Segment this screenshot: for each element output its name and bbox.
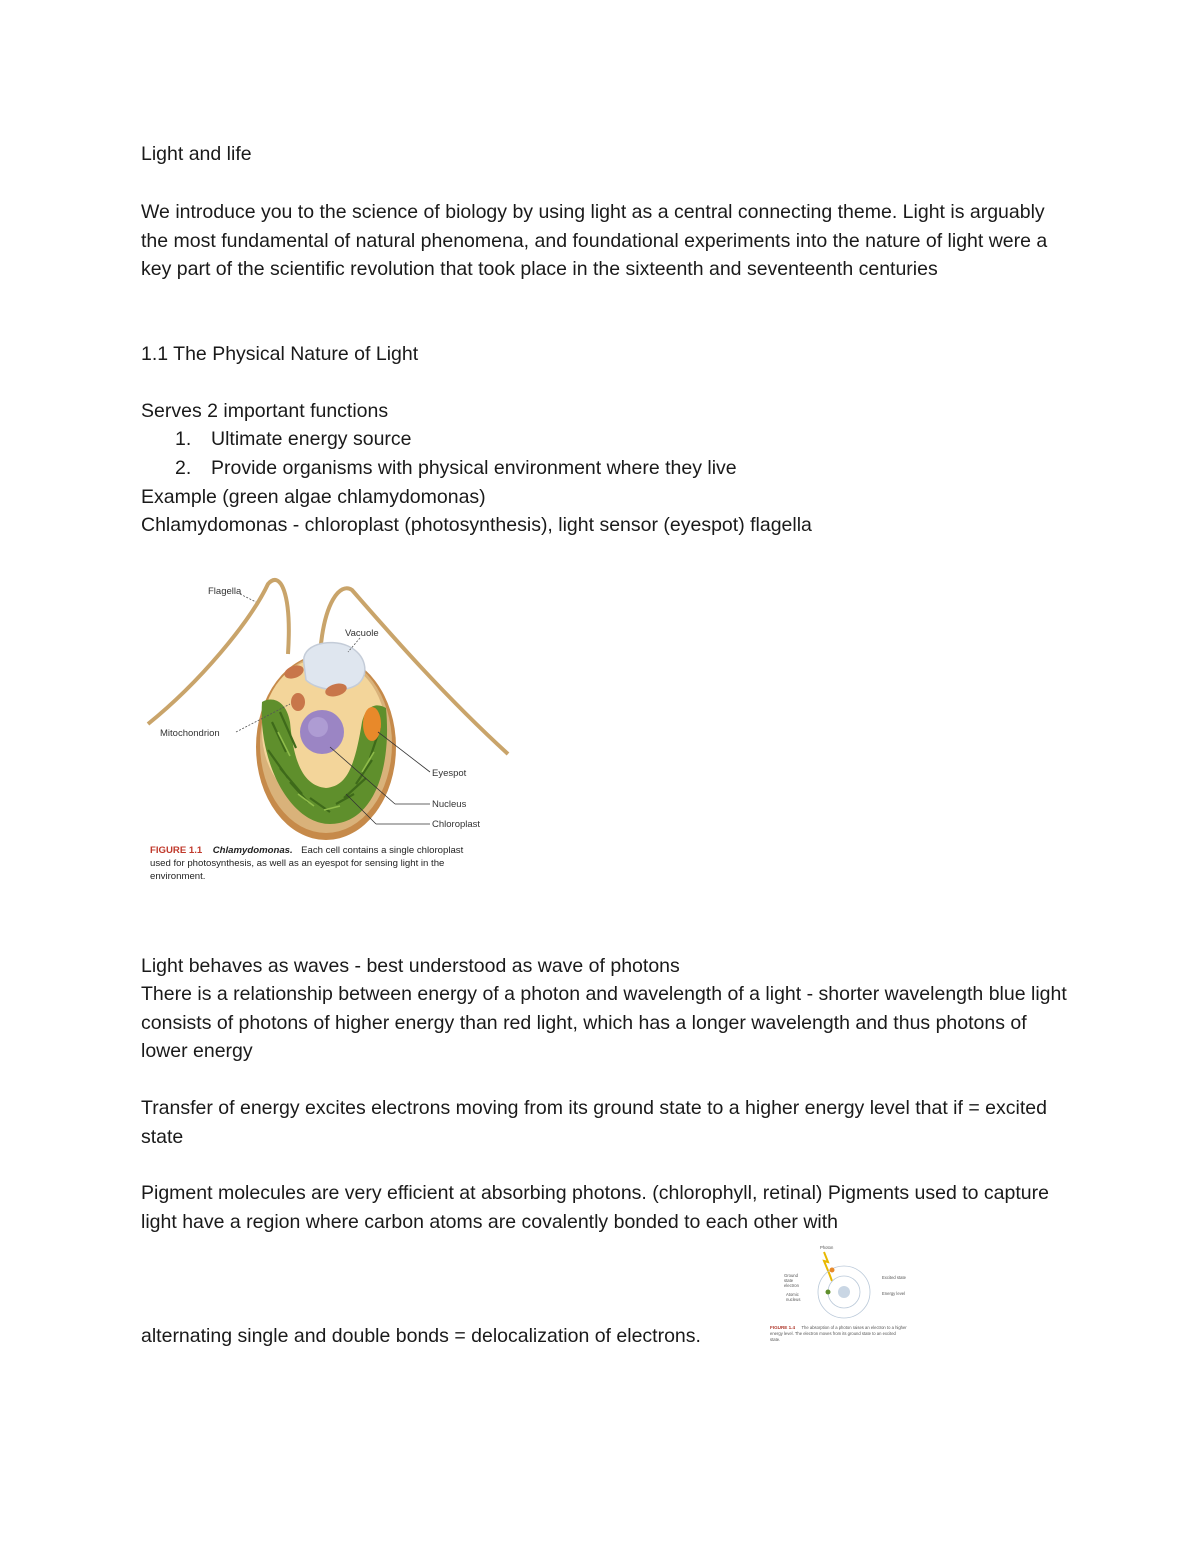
label-atomic: Atomic bbox=[786, 1292, 799, 1297]
transfer-paragraph: Transfer of energy excites electrons moving from its ground state to a higher energy level that if = excited state bbox=[141, 1097, 1047, 1148]
chlamydomonas-figure bbox=[140, 572, 520, 892]
caption-line: state. bbox=[770, 1337, 781, 1342]
label-chloroplast: Chloroplast bbox=[432, 819, 481, 830]
intro-paragraph: We introduce you to the science of biology by using light as a central connecting theme. Light is arguably the most fundamental of natural phenomena, and foundational experiments into the nature of light were a key part of the scientific revolution that took place in the sixteenth and seventeenth centuries bbox=[141, 201, 1048, 280]
list-number: 1. bbox=[175, 428, 192, 450]
label-energy-level: Energy level bbox=[882, 1291, 906, 1296]
caption-label: FIGURE 1.1 bbox=[150, 845, 203, 856]
caption-label: FIGURE 1.4 bbox=[770, 1325, 796, 1330]
label-nucleus: nucleus bbox=[786, 1297, 801, 1302]
electron-excited bbox=[830, 1268, 835, 1273]
chlamydomonas-line: Chlamydomonas - chloroplast (photosynthesis), light sensor (eyespot) flagella bbox=[141, 514, 812, 536]
label-nucleus: Nucleus bbox=[432, 799, 467, 810]
example-line: Example (green algae chlamydomonas) bbox=[141, 486, 486, 508]
caption-line: The absorption of a photon raises an electron to a higher bbox=[801, 1325, 907, 1330]
label-excited-state: Excited state bbox=[882, 1275, 906, 1280]
figure-caption bbox=[150, 840, 464, 857]
caption-line: used for photosynthesis, as well as an eyespot for sensing light in the bbox=[150, 858, 445, 869]
section-heading: 1.1 The Physical Nature of Light bbox=[141, 343, 419, 365]
caption-species: Chlamydomonas. bbox=[212, 845, 293, 856]
relationship-paragraph: There is a relationship between energy of a photon and wavelength of a light - shorter wavelength blue light consists of photons of higher energy than red light, which has a longer wavelength and thus photons of lower energy bbox=[141, 983, 1067, 1062]
electron-ground bbox=[826, 1290, 831, 1295]
pigment-paragraph: Pigment molecules are very efficient at absorbing photons. (chlorophyll, retinal) Pigments used to capture light have a region where carbon atoms are covalently bonded to each other with bbox=[141, 1182, 1049, 1233]
caption-line: Each cell contains a single chloroplast bbox=[301, 845, 464, 856]
list-text: Provide organisms with physical environment where they live bbox=[211, 457, 737, 479]
photon-bolt bbox=[824, 1252, 832, 1281]
atomic-nucleus bbox=[838, 1286, 850, 1298]
nucleolus bbox=[308, 717, 328, 737]
mitochondrion bbox=[291, 693, 305, 711]
label-flagella: Flagella bbox=[208, 586, 242, 597]
label-electron: electron bbox=[784, 1283, 799, 1288]
waves-line: Light behaves as waves - best understood as wave of photons bbox=[141, 955, 680, 977]
photon-absorption-figure bbox=[762, 1240, 940, 1352]
list-item bbox=[0, 454, 1200, 483]
label-mitochondrion: Mitochondrion bbox=[160, 728, 220, 739]
list-number: 2. bbox=[175, 457, 192, 479]
alternating-line: alternating single and double bonds = delocalization of electrons. bbox=[141, 1325, 701, 1347]
list-item bbox=[0, 425, 1200, 454]
label-eyespot: Eyespot bbox=[432, 768, 467, 779]
eyespot bbox=[363, 707, 381, 741]
label-vacuole: Vacuole bbox=[345, 628, 379, 639]
vacuole bbox=[304, 643, 365, 690]
caption-line: energy level. The electron moves from its ground state to an excited bbox=[770, 1331, 896, 1336]
functions-intro: Serves 2 important functions bbox=[141, 400, 389, 422]
list-text: Ultimate energy source bbox=[211, 428, 412, 450]
label-photon: Photon bbox=[820, 1245, 834, 1250]
document-title: Light and life bbox=[141, 143, 252, 165]
label-state: state bbox=[784, 1278, 794, 1283]
caption-line: environment. bbox=[150, 871, 206, 882]
label-ground: Ground bbox=[784, 1273, 798, 1278]
